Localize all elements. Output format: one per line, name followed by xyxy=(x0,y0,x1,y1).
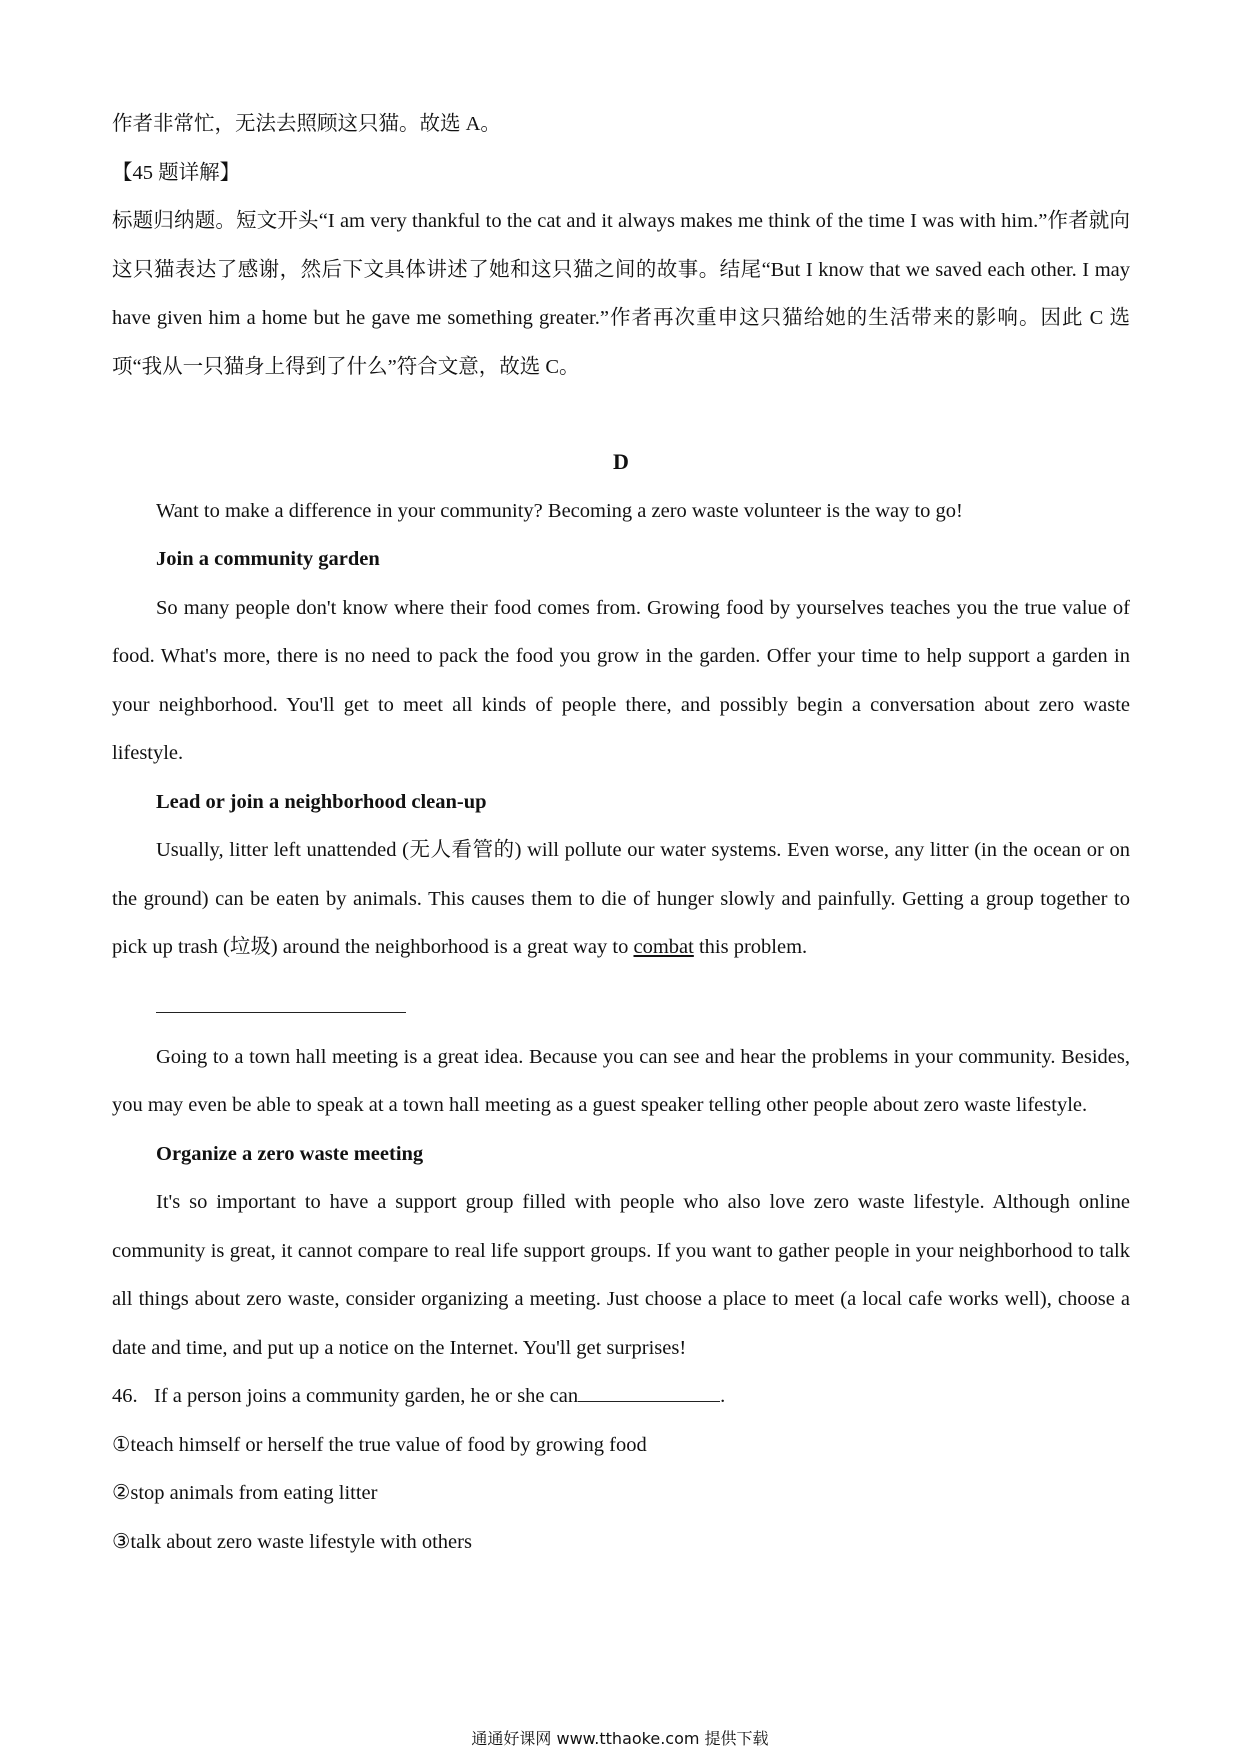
section-text-meeting: It's so important to have a support group filled with people who also love zero waste lifestyle. Although online community is great, it cannot compare to real life support groups. If you want to gather people in your neighborhood to talk all things about zero waste, consider organizing a meeting. Just choose a place to meet (a local cafe works well), choose a date and time, and put up a notice on the Internet. You'll get surprises! xyxy=(112,1191,1130,1359)
option-2: ②stop animals from eating litter xyxy=(112,1482,378,1504)
section-heading-meeting: Organize a zero waste meeting xyxy=(156,1142,424,1165)
q45-heading: 【45 题详解】 xyxy=(112,161,241,184)
question-number: 46. xyxy=(112,1385,138,1407)
cleanup-text-after: this problem. xyxy=(693,936,808,958)
missing-heading-blank xyxy=(156,1012,406,1013)
question-46 xyxy=(112,1372,1130,1421)
document-content xyxy=(112,100,1130,1566)
passage-intro: Want to make a difference in your community? Becoming a zero waste volunteer is the way to go! xyxy=(156,499,963,522)
footer-watermark: 通通好课网 www.tthaoke.com 提供下载 xyxy=(471,1729,769,1748)
section-heading-cleanup: Lead or join a neighborhood clean-up xyxy=(156,790,487,813)
underlined-word-combat: combat xyxy=(633,936,694,958)
section-text-town-hall: Going to a town hall meeting is a great idea. Because you can see and hear the problems in your community. Besides, you may even be able to speak at a town hall meeting as a guest speaker telling other people about zero waste lifestyle. xyxy=(112,1045,1130,1116)
option-3: ③talk about zero waste lifestyle with others xyxy=(112,1530,472,1553)
question-stem-end: . xyxy=(720,1385,726,1407)
previous-answer-tail: 作者非常忙，无法去照顾这只猫。故选 A。 xyxy=(112,113,501,135)
section-heading-garden: Join a community garden xyxy=(156,548,380,570)
q45-explanation: 标题归纳题。短文开头“I am very thankful to the cat and it always makes me think of the time I was with him.”作者就向这只猫表达了感谢，然后下文具体讲述了她和这只猫之间的故事。结尾“But I know that we saved each other. I may have given him a home but he gave me something greater.”作者再次重申这只猫给她的生活带来的影响。因此 C 选项“我从一只猫身上得到了什么”符合文意，故选 C。 xyxy=(112,210,1130,378)
option-1: ①teach himself or herself the true value of food by growing food xyxy=(112,1433,647,1456)
answer-blank xyxy=(578,1381,720,1402)
question-stem: If a person joins a community garden, he or she can xyxy=(154,1385,579,1407)
section-text-garden: So many people don't know where their food comes from. Growing food by yourselves teaches you the true value of food. What's more, there is no need to pack the food you grow in the garden. Offer your time to help support a garden in your neighborhood. You'll get to meet all kinds of people there, and possibly begin a conversation about zero waste lifestyle. xyxy=(112,596,1130,764)
section-text-cleanup xyxy=(112,826,1130,972)
cleanup-text-before: Usually, litter left unattended (无人看管的) will pollute our water systems. Even worse, any litter (in the ocean or on the ground) can be eaten by animals. This causes them to die of hunger slowly and painfully. Getting a group together to pick up trash (垃圾) around the neighborhood is a great way to xyxy=(112,839,1130,958)
passage-letter: D xyxy=(613,449,629,474)
